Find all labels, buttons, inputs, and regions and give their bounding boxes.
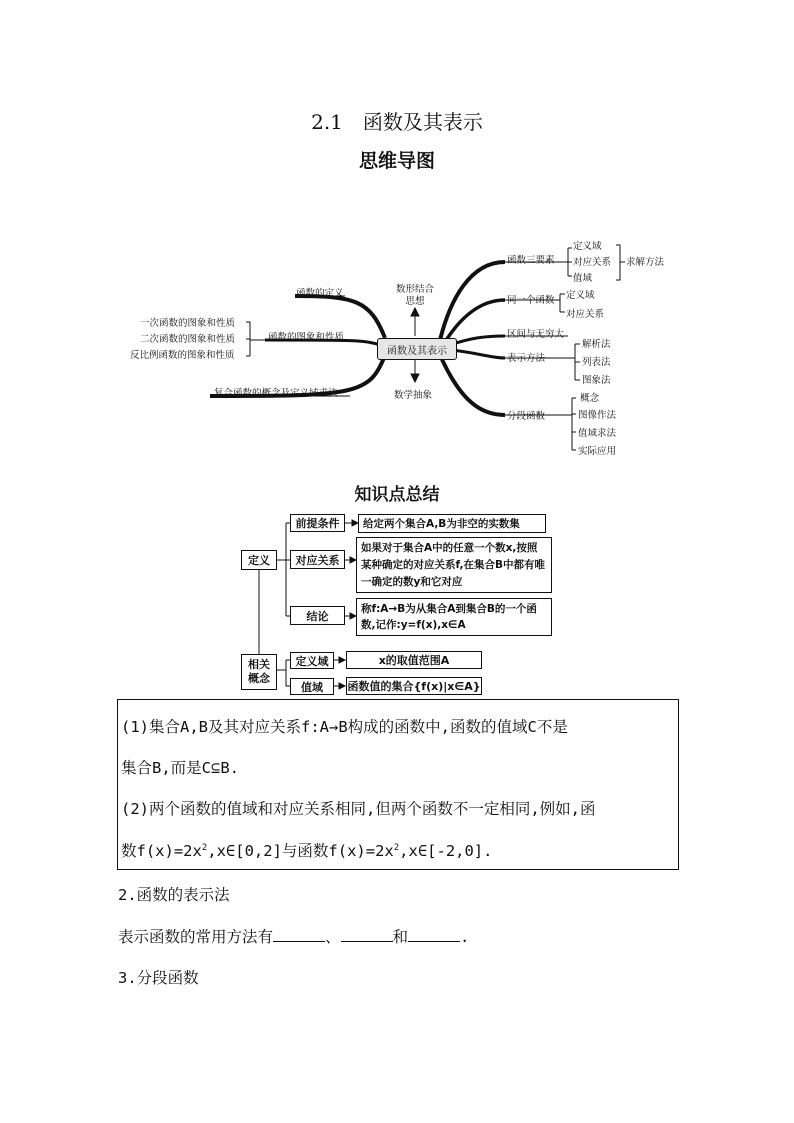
mindmap-same-item: 对应关系	[566, 309, 605, 320]
mindmap-piece-item: 实际应用	[578, 446, 617, 457]
note-line-4-part: ,x∈[-2,0].	[399, 842, 493, 860]
section-2-sep: 和	[392, 928, 409, 946]
mindmap-left-graph-props: 函数的图象和性质	[268, 332, 345, 343]
kp-premise	[290, 514, 345, 532]
mindmap-right-piecewise: 分段函数	[507, 411, 546, 422]
answer-blank-2[interactable]	[341, 927, 393, 942]
mindmap-solve-methods: 求解方法	[626, 257, 665, 268]
mindmap-three-item: 对应关系	[573, 257, 612, 268]
mindmap-left-composite: 复合函数的概念及定义域求法	[214, 388, 338, 399]
kp-domain	[290, 652, 334, 669]
note-line-4-part: 数f(x)=2x	[121, 842, 202, 860]
mindmap-rep-item: 解析法	[582, 339, 611, 350]
mindmap-heading: 思维导图	[358, 150, 435, 172]
mindmap-same-item: 定义域	[566, 290, 595, 301]
answer-blank-1[interactable]	[273, 927, 325, 942]
kp-range-text	[346, 677, 482, 695]
mindmap-right-three-elements: 函数三要素	[507, 255, 555, 266]
note-line-4-exponent: 2	[201, 842, 208, 853]
note-line-4-part: ,x∈[0,2]与函数f(x)=2x	[207, 842, 394, 860]
kp-domain-label: 定义域	[295, 654, 329, 668]
kp-range	[290, 678, 334, 695]
note-line-4-exponent: 2	[393, 842, 400, 853]
section-title: 2.1 函数及其表示	[311, 110, 483, 134]
kp-premise-text: 给定两个集合A,B为非空的实数集	[358, 514, 546, 533]
mindmap-piece-item: 值域求法	[578, 428, 617, 439]
mindmap-top-node: 数形结合 思想	[395, 284, 434, 307]
mindmap-rep-item: 图象法	[582, 375, 611, 386]
kp-conclusion	[290, 606, 345, 625]
mindmap-left-graph-item: 反比例函数的图象和性质	[130, 350, 235, 361]
kp-conclusion-label: 结论	[306, 609, 329, 623]
note-line-4	[121, 839, 492, 861]
mindmap-bottom-node: 数学抽象	[394, 390, 433, 401]
section-2-end: .	[460, 928, 470, 946]
mindmap-right-same-function: 同一个函数	[507, 295, 555, 306]
kp-domain-text-label: x的取值范围A	[378, 654, 450, 667]
section-2-lead: 表示函数的常用方法有	[118, 928, 274, 946]
mindmap-piece-item: 图像作法	[578, 410, 617, 421]
note-line-2: 集合B,而是C⊆B.	[121, 759, 239, 777]
knowledge-heading: 知识点总结	[354, 485, 440, 505]
kp-definition	[241, 550, 277, 570]
kp-conclusion-text: 称f:A→B为从集合A到集合B的一个函数,记作:y=f(x),x∈A	[356, 598, 552, 636]
mindmap-right-representation: 表示方法	[507, 353, 546, 364]
kp-range-text-label: 函数值的集合{f(x)|x∈A}	[347, 680, 481, 693]
note-line-1: (1)集合A,B及其对应关系f:A→B构成的函数中,函数的值域C不是	[121, 718, 568, 736]
section-2-title: 2.函数的表示法	[118, 886, 230, 904]
mindmap-right-interval: 区间与无穷大	[507, 329, 565, 340]
answer-blank-3[interactable]	[408, 927, 460, 942]
kp-related-label: 相关 概念	[248, 658, 270, 685]
mindmap-three-item: 值域	[573, 273, 593, 284]
kp-related	[241, 654, 277, 690]
kp-correspondence	[290, 550, 345, 569]
kp-range-label: 值域	[301, 680, 323, 694]
kp-correspondence-label: 对应关系	[295, 553, 340, 567]
kp-definition-label: 定义	[248, 554, 270, 567]
section-3-title: 3.分段函数	[118, 969, 199, 987]
mindmap-three-item: 定义域	[573, 241, 602, 252]
kp-correspondence-text: 如果对于集合A中的任意一个数x,按照某种确定的对应关系f,在集合B中都有唯一确定的数y和它对应	[356, 537, 552, 593]
mindmap-rep-item: 列表法	[582, 357, 611, 368]
section-2-sep: 、	[325, 928, 341, 946]
mindmap-left-definition: 函数的定义	[296, 288, 344, 299]
kp-domain-text	[346, 651, 482, 669]
mindmap-center-label: 函数及其表示	[387, 345, 447, 357]
mindmap-left-graph-item: 一次函数的图象和性质	[140, 318, 236, 329]
mindmap-piece-item: 概念	[580, 393, 600, 404]
kp-premise-label: 前提条件	[295, 517, 340, 530]
note-line-3: (2)两个函数的值域和对应关系相同,但两个函数不一定相同,例如,函	[121, 800, 596, 818]
mindmap-left-graph-item: 二次函数的图象和性质	[140, 334, 236, 345]
section-2-text	[118, 925, 469, 947]
